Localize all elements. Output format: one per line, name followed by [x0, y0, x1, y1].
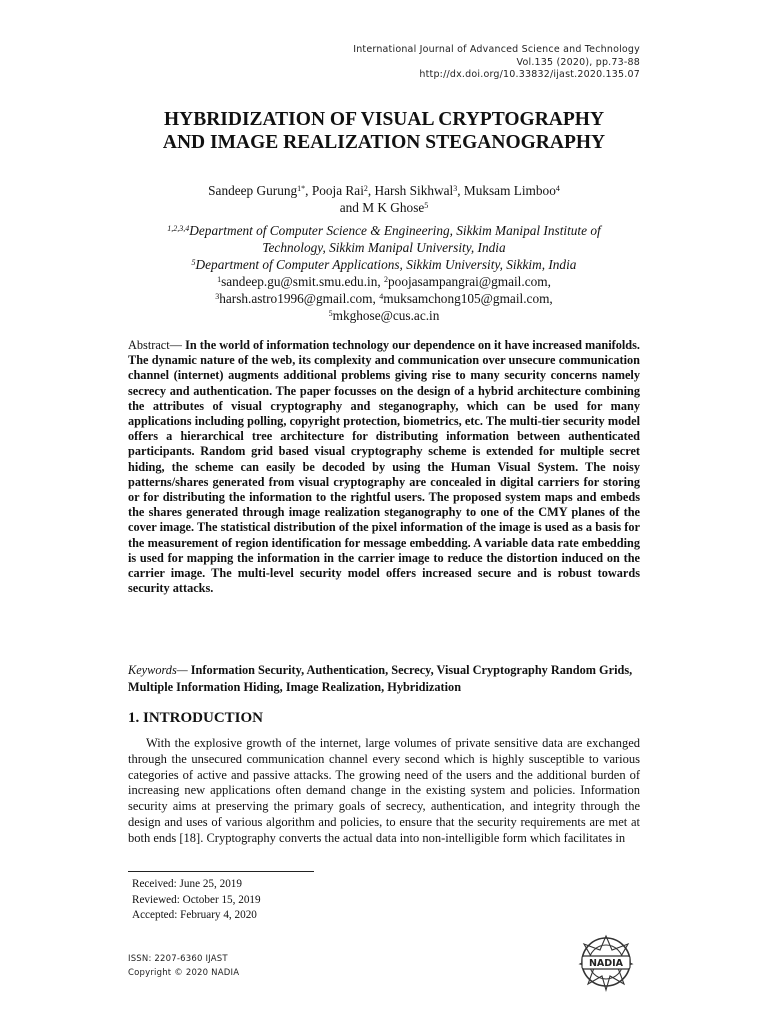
abstract [128, 338, 640, 596]
email-sup: 2 [384, 275, 389, 284]
email-4[interactable]: muksamchong105@gmail.com, [383, 291, 553, 306]
date-reviewed: Reviewed: October 15, 2019 [132, 893, 261, 906]
author-sup: 5 [424, 201, 429, 210]
submission-dates [132, 877, 261, 924]
author-sup: 2 [363, 184, 368, 193]
section-body: With the explosive growth of the internet, large volumes of private sensitive data are exchanged through the unsecured communication channel every second which is highly susceptible to various categories of active and passive attacks. The growing need of the users and the additional burden of increasing new applications often demand change in the existing system and policies. Information security aims at preserving the primary goals of secrecy, authentication, and integrity through the design and uses of various algorithm and policies, to ensure that the security requirements are met at both ends [18]. Cryptography converts the actual data into non-intelligible form which facilitates in [128, 736, 640, 845]
author-name: Sandeep Gurung [208, 183, 298, 198]
abstract-label: Abstract— [128, 338, 182, 352]
email-sup: 5 [328, 309, 333, 318]
copyright: Copyright © 2020 NADIA [128, 967, 240, 978]
affiliation-1-cont: Technology, Sikkim Manipal University, India [262, 240, 506, 255]
affiliations [100, 222, 668, 324]
email-5[interactable]: mkghose@cus.ac.in [332, 308, 440, 323]
keywords-text: Information Security, Authentication, Secrecy, Visual Cryptography Random Grids, Multiple Information Hiding, Image Realization, Hybridization [128, 663, 633, 694]
keywords [128, 662, 640, 696]
journal-doi[interactable]: http://dx.doi.org/10.33832/ijast.2020.135.07 [419, 69, 640, 80]
issn: ISSN: 2207-6360 IJAST [128, 954, 228, 964]
title-line-2: AND IMAGE REALIZATION STEGANOGRAPHY [162, 132, 606, 153]
abstract-text: In the world of information technology our dependence on it have increased manifolds. The dynamic nature of the web, its complexity and communication over unsecure communication channel (internet) augments additional problems giving rise to many security concerns namely secrecy and authentication. The paper focusses on the design of a hybrid architecture combining the attributes of visual cryptography and steganography, which can be used for many applications including polling, copyright protection, biometrics, etc. The multi-tier security model offers a hierarchical tree architecture for distributing information between authenticated participants. Random grid based visual cryptography scheme is extended for multiple secret hiding, the scheme can easily be decoded by using the Human Visual System. The noisy patterns/shares generated from visual cryptography are concealed in digital carriers for storing or for distributing the information to the rightful users. The proposed system maps and embeds the shares generated through image realization steganography to one of the CMY planes of the cover image. The statistical distribution of the pixel information of the image is used as a basis for the measurement of region identification for message embedding. A variable data rate embedding is used for mapping the information in the carrier image to reduce the distortion induced on the carrier image. The multi-level security model offers increased secure and is robust towards security attacks. [128, 338, 641, 596]
author-list: Sandeep Gurung$^{1*}$, Pooja Rai$^2$, Harsh Sikhwal$^3$, Muksam Limboo$^4$ and M K Ghose$^5$ [208, 183, 560, 215]
email-2[interactable]: poojasampangrai@gmail.com, [388, 274, 551, 289]
title-line-1: HYBRIDIZATION OF VISUAL CRYPTOGRAPHY [163, 109, 605, 130]
journal-header [353, 44, 640, 82]
email-1[interactable]: sandeep.gu@smit.smu.edu.in, [221, 274, 381, 289]
affiliation-1: Department of Computer Science & Engineering, Sikkim Manipal Institute of [189, 223, 601, 238]
email-3[interactable]: harsh.astro1996@gmail.com, [219, 291, 376, 306]
affil-sup: 1,2,3,4 [167, 224, 190, 233]
email-sup: 1 [217, 275, 222, 284]
footnote-divider [128, 871, 314, 872]
paper-title [100, 108, 668, 154]
nadia-logo-icon [574, 930, 638, 994]
author-sup: 3 [453, 184, 458, 193]
logo-text: NADIA [588, 958, 624, 969]
affiliation-2: Department of Computer Applications, Sikkim University, Sikkim, India [195, 257, 577, 272]
author-sup: 4 [555, 184, 560, 193]
affil-sup: 5 [191, 258, 196, 267]
author-name: Muksam Limboo [463, 183, 556, 198]
author-name: Pooja Rai [311, 183, 364, 198]
email-sup: 4 [379, 292, 384, 301]
date-accepted: Accepted: February 4, 2020 [132, 909, 257, 921]
author-name: Harsh Sikhwal [374, 183, 454, 198]
journal-volume: Vol.135 (2020), pp.73-88 [516, 56, 640, 68]
author-name: and M K Ghose [339, 200, 425, 215]
section-heading: 1. INTRODUCTION [128, 710, 264, 726]
journal-name: International Journal of Advanced Science and Technology [353, 44, 640, 55]
page-footer [128, 953, 239, 980]
author-sup: 1* [297, 184, 306, 193]
date-received: Received: June 25, 2019 [132, 878, 242, 890]
keywords-label: Keywords— [128, 663, 188, 677]
email-sup: 3 [215, 292, 220, 301]
